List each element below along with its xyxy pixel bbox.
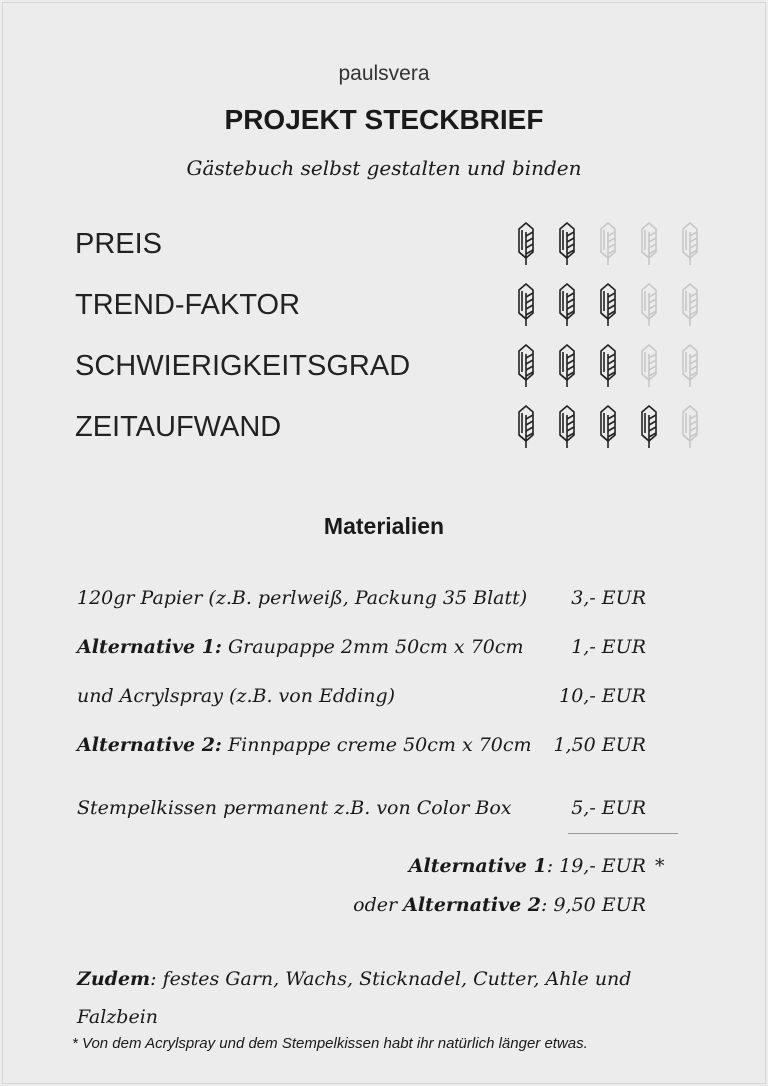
sum-divider [568, 833, 678, 834]
footnote: * Von dem Acrylspray und dem Stempelkissen habt ihr natürlich länger etwas. [72, 1035, 588, 1052]
feather-icon-empty [636, 281, 662, 331]
material-text: Graupappe 2mm 50cm x 70cm [221, 636, 524, 658]
material-text: und Acrylspray (z.B. von Edding) [77, 685, 396, 707]
material-price: 5,- EUR [571, 797, 646, 819]
feather-icon-empty [595, 220, 621, 270]
page-title: PROJEKT STECKBRIEF [224, 104, 544, 135]
rating-feathers [513, 220, 703, 270]
feather-icon-empty [636, 220, 662, 270]
material-item [77, 734, 532, 756]
feather-icon-empty [677, 342, 703, 392]
feather-icon-filled [554, 220, 580, 270]
additional-materials: Zudem: festes Garn, Wachs, Sticknadel, Cutter, Ahle und Falzbein [77, 968, 632, 1028]
feather-icon-filled [554, 403, 580, 453]
rating-label: SCHWIERIGKEITSGRAD [75, 350, 411, 382]
feather-icon-filled [595, 342, 621, 392]
subtitle: Gästebuch selbst gestalten und binden [186, 156, 582, 180]
feather-icon-filled [595, 281, 621, 331]
rating-label: PREIS [75, 228, 163, 260]
feather-icon-filled [513, 281, 539, 331]
total-alt-1: Alternative 1: 19,- EUR [408, 855, 646, 877]
rating-feathers [513, 403, 703, 453]
material-price: 1,- EUR [571, 636, 646, 658]
rating-feathers [513, 281, 703, 331]
material-text: 120gr Papier (z.B. perlweiß, Packung 35 Blatt) [77, 587, 528, 609]
feather-icon-filled [513, 342, 539, 392]
feather-icon-empty [636, 342, 662, 392]
feather-icon-empty [677, 220, 703, 270]
material-label: Alternative 2: [77, 734, 222, 756]
feather-icon-filled [513, 220, 539, 270]
material-item [77, 685, 395, 707]
asterisk: * [655, 855, 665, 877]
rating-label: ZEITAUFWAND [75, 411, 282, 443]
material-label: Alternative 1: [77, 636, 222, 658]
rating-feathers [513, 342, 703, 392]
material-price: 1,50 EUR [553, 734, 646, 756]
materials-heading: Materialien [323, 513, 445, 539]
material-item [77, 636, 524, 658]
feather-icon-filled [513, 403, 539, 453]
rating-label: TREND-FAKTOR [75, 289, 301, 321]
brand: paulsvera [338, 62, 430, 85]
feather-icon-filled [554, 281, 580, 331]
material-item [77, 587, 527, 609]
feather-icon-empty [677, 403, 703, 453]
material-item [77, 797, 512, 819]
material-price: 10,- EUR [559, 685, 646, 707]
material-price: 3,- EUR [571, 587, 646, 609]
total-alt-2: oder Alternative 2: 9,50 EUR [353, 894, 646, 916]
material-text: Stempelkissen permanent z.B. von Color Box [77, 797, 512, 819]
feather-icon-filled [636, 403, 662, 453]
feather-icon-filled [554, 342, 580, 392]
feather-icon-filled [595, 403, 621, 453]
feather-icon-empty [677, 281, 703, 331]
material-text: Finnpappe creme 50cm x 70cm [221, 734, 532, 756]
